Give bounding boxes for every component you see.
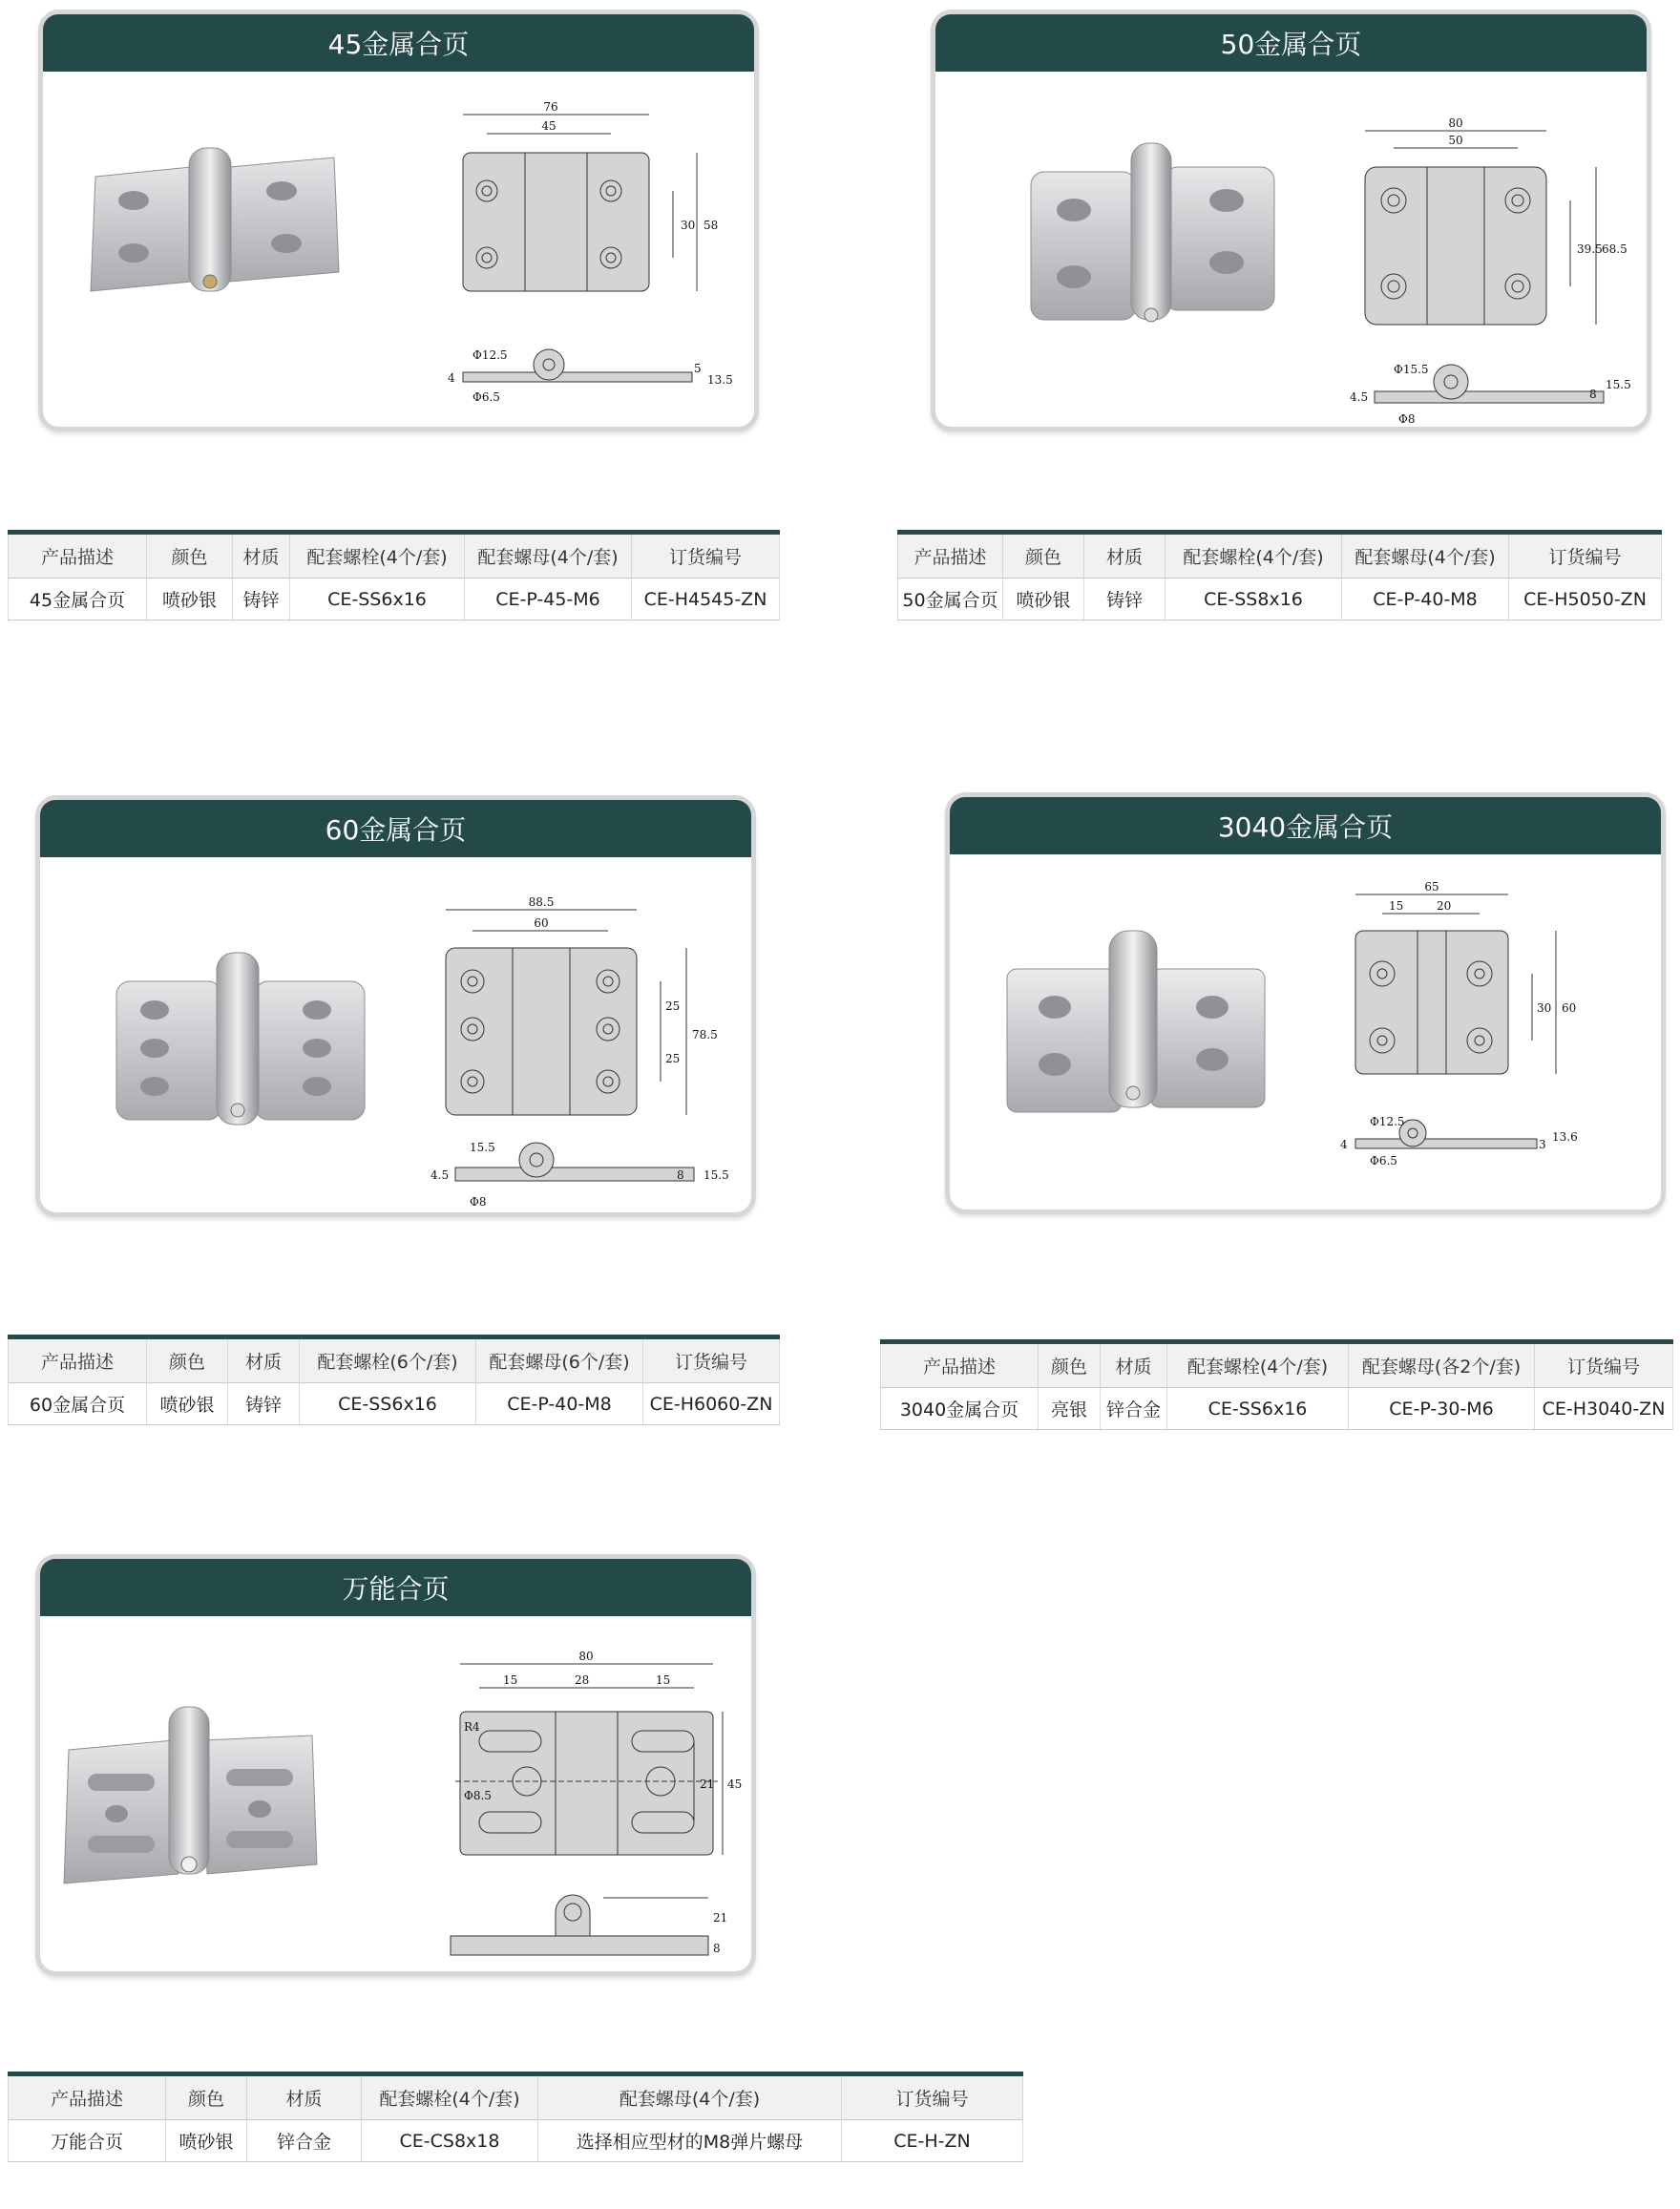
table-header-row [9, 1337, 780, 1383]
dim-label: 80 [1448, 116, 1463, 130]
column-header: 颜色 [147, 533, 233, 579]
column-header: 颜色 [166, 2074, 247, 2120]
table-cell: CE-SS8x16 [1166, 579, 1342, 621]
dim-label: Φ6.5 [472, 390, 500, 404]
dim-label: 5 [694, 362, 702, 375]
dimension-drawing [1346, 91, 1632, 434]
dim-label: 3 [1539, 1138, 1546, 1151]
table-cell: 锌合金 [1101, 1388, 1167, 1430]
dim-label: 80 [578, 1650, 594, 1663]
hinge-photo [107, 948, 384, 1129]
column-header: 产品描述 [881, 1342, 1039, 1388]
dim-label: 4 [1340, 1138, 1348, 1151]
spec-table-45 [8, 530, 780, 621]
column-header: 配套螺栓(4个/套) [362, 2074, 538, 2120]
column-header: 产品描述 [9, 533, 147, 579]
table-cell: 铸锌 [1084, 579, 1166, 621]
table-cell: 喷砂银 [1003, 579, 1084, 621]
dim-label: 58 [704, 219, 719, 232]
column-header: 颜色 [147, 1337, 228, 1383]
table-header-row [898, 533, 1662, 579]
dim-label: 21 [713, 1911, 728, 1925]
table-cell: 铸锌 [233, 579, 290, 621]
table-header-row [881, 1342, 1673, 1388]
dim-label: 15 [503, 1673, 518, 1687]
dim-label: 30 [1537, 1001, 1552, 1015]
table-row [9, 579, 780, 621]
card-title: 60金属合页 [40, 800, 751, 857]
product-card-60 [35, 795, 756, 1217]
dim-label: 25 [665, 999, 681, 1013]
column-header: 配套螺栓(4个/套) [1166, 533, 1342, 579]
table-row [9, 1383, 780, 1425]
table-cell: CE-SS6x16 [1167, 1388, 1349, 1430]
dim-label: 15.5 [1606, 378, 1631, 391]
dimension-drawing [427, 872, 742, 1215]
column-header: 配套螺栓(6个/套) [300, 1337, 476, 1383]
column-header: 配套螺母(4个/套) [465, 533, 632, 579]
column-header: 材质 [228, 1337, 300, 1383]
dim-label: Φ12.5 [472, 348, 508, 362]
column-header: 配套螺母(4个/套) [1342, 533, 1509, 579]
column-header: 订货编号 [1535, 1342, 1673, 1388]
card-title: 50金属合页 [935, 14, 1647, 72]
table-cell: 铸锌 [228, 1383, 300, 1425]
dim-label: 13.6 [1552, 1130, 1578, 1144]
dim-label: 4 [448, 371, 455, 385]
dim-label: 25 [665, 1052, 681, 1065]
table-cell: CE-H5050-ZN [1509, 579, 1662, 621]
dim-label: 8 [677, 1168, 684, 1182]
hinge-photo [86, 148, 401, 320]
table-cell: CE-P-45-M6 [465, 579, 632, 621]
table-cell: 亮银 [1039, 1388, 1101, 1430]
dim-label: 15.5 [704, 1168, 729, 1182]
dim-label: Φ12.5 [1370, 1115, 1405, 1128]
dim-label: R4 [464, 1720, 480, 1734]
table-cell: CE-SS6x16 [290, 579, 465, 621]
dim-label: 65 [1424, 880, 1439, 894]
column-header: 材质 [233, 533, 290, 579]
dim-label: 4.5 [1350, 390, 1369, 404]
column-header: 配套螺栓(4个/套) [290, 533, 465, 579]
dim-label: 4.5 [430, 1168, 450, 1182]
dim-label: 68.5 [1602, 242, 1628, 256]
column-header: 配套螺母(各2个/套) [1349, 1342, 1535, 1388]
column-header: 订货编号 [1509, 533, 1662, 579]
dimension-drawing [1336, 873, 1642, 1179]
column-header: 产品描述 [9, 2074, 166, 2120]
table-cell: 喷砂银 [147, 1383, 228, 1425]
column-header: 颜色 [1003, 533, 1084, 579]
product-card-50 [931, 10, 1651, 431]
dim-label: 20 [1437, 899, 1452, 913]
dimension-drawing [384, 1635, 743, 1979]
dim-label: 8 [1589, 388, 1597, 401]
column-header: 材质 [247, 2074, 362, 2120]
product-card-universal [35, 1554, 756, 1976]
dim-label: 15 [1389, 899, 1404, 913]
column-header: 配套螺母(4个/套) [538, 2074, 842, 2120]
table-cell: 喷砂银 [166, 2120, 247, 2162]
dim-label: 60 [534, 916, 549, 930]
table-cell: CE-H3040-ZN [1535, 1388, 1673, 1430]
column-header: 配套螺母(6个/套) [476, 1337, 643, 1383]
column-header: 产品描述 [898, 533, 1003, 579]
table-cell: 3040金属合页 [881, 1388, 1039, 1430]
product-card-3040 [945, 792, 1666, 1214]
table-cell: CE-SS6x16 [300, 1383, 476, 1425]
table-header-row [9, 2074, 1023, 2120]
table-cell: 45金属合页 [9, 579, 147, 621]
column-header: 材质 [1101, 1342, 1167, 1388]
spec-table-universal [8, 2072, 1023, 2162]
dim-label: 50 [1448, 134, 1463, 147]
table-cell: CE-H4545-ZN [632, 579, 780, 621]
dim-label: 76 [543, 100, 558, 114]
table-cell: CE-P-40-M8 [1342, 579, 1509, 621]
spec-table-50 [897, 530, 1662, 621]
dim-label: 21 [700, 1778, 715, 1791]
dim-label: 88.5 [528, 895, 555, 909]
dim-label: 45 [727, 1778, 743, 1791]
table-cell: CE-P-30-M6 [1349, 1388, 1535, 1430]
dim-label: Φ6.5 [1370, 1154, 1397, 1168]
table-cell: CE-P-40-M8 [476, 1383, 643, 1425]
card-title: 万能合页 [40, 1559, 751, 1616]
card-title: 3040金属合页 [950, 797, 1661, 854]
column-header: 订货编号 [842, 2074, 1023, 2120]
table-row [881, 1388, 1673, 1430]
table-cell: 50金属合页 [898, 579, 1003, 621]
dim-label: 8 [713, 1942, 721, 1955]
dim-label: 78.5 [692, 1028, 718, 1041]
dim-label: 45 [541, 119, 556, 133]
spec-table-60 [8, 1335, 780, 1425]
dim-label: 39.5 [1577, 242, 1603, 256]
dim-label: Φ8 [1398, 412, 1416, 426]
column-header: 订货编号 [643, 1337, 780, 1383]
spec-table-3040 [880, 1339, 1673, 1430]
dimension-drawing [444, 86, 733, 410]
product-card-45 [38, 10, 759, 431]
table-cell: CE-H-ZN [842, 2120, 1023, 2162]
table-cell: 60金属合页 [9, 1383, 147, 1425]
table-row [9, 2120, 1023, 2162]
table-cell: CE-H6060-ZN [643, 1383, 780, 1425]
table-cell: 选择相应型材的M8弹片螺母 [538, 2120, 842, 2162]
table-row [898, 579, 1662, 621]
table-cell: 万能合页 [9, 2120, 166, 2162]
table-cell: 喷砂银 [147, 579, 233, 621]
dim-label: 15.5 [470, 1141, 495, 1154]
dim-label: Φ8 [470, 1195, 487, 1209]
hinge-photo [1002, 931, 1279, 1122]
dim-label: 13.5 [707, 373, 733, 387]
column-header: 材质 [1084, 533, 1166, 579]
column-header: 产品描述 [9, 1337, 147, 1383]
card-title: 45金属合页 [43, 14, 754, 72]
table-cell: CE-CS8x18 [362, 2120, 538, 2162]
table-cell: 锌合金 [247, 2120, 362, 2162]
dim-label: 30 [681, 219, 696, 232]
column-header: 配套螺栓(4个/套) [1167, 1342, 1349, 1388]
table-header-row [9, 533, 780, 579]
hinge-photo [59, 1697, 336, 1898]
dim-label: 15 [656, 1673, 671, 1687]
column-header: 颜色 [1039, 1342, 1101, 1388]
dim-label: 60 [1562, 1001, 1577, 1015]
dim-label: 28 [575, 1673, 590, 1687]
column-header: 订货编号 [632, 533, 780, 579]
dim-label: Φ15.5 [1394, 363, 1429, 376]
hinge-photo [1021, 143, 1308, 334]
dim-label: Φ8.5 [464, 1789, 492, 1802]
